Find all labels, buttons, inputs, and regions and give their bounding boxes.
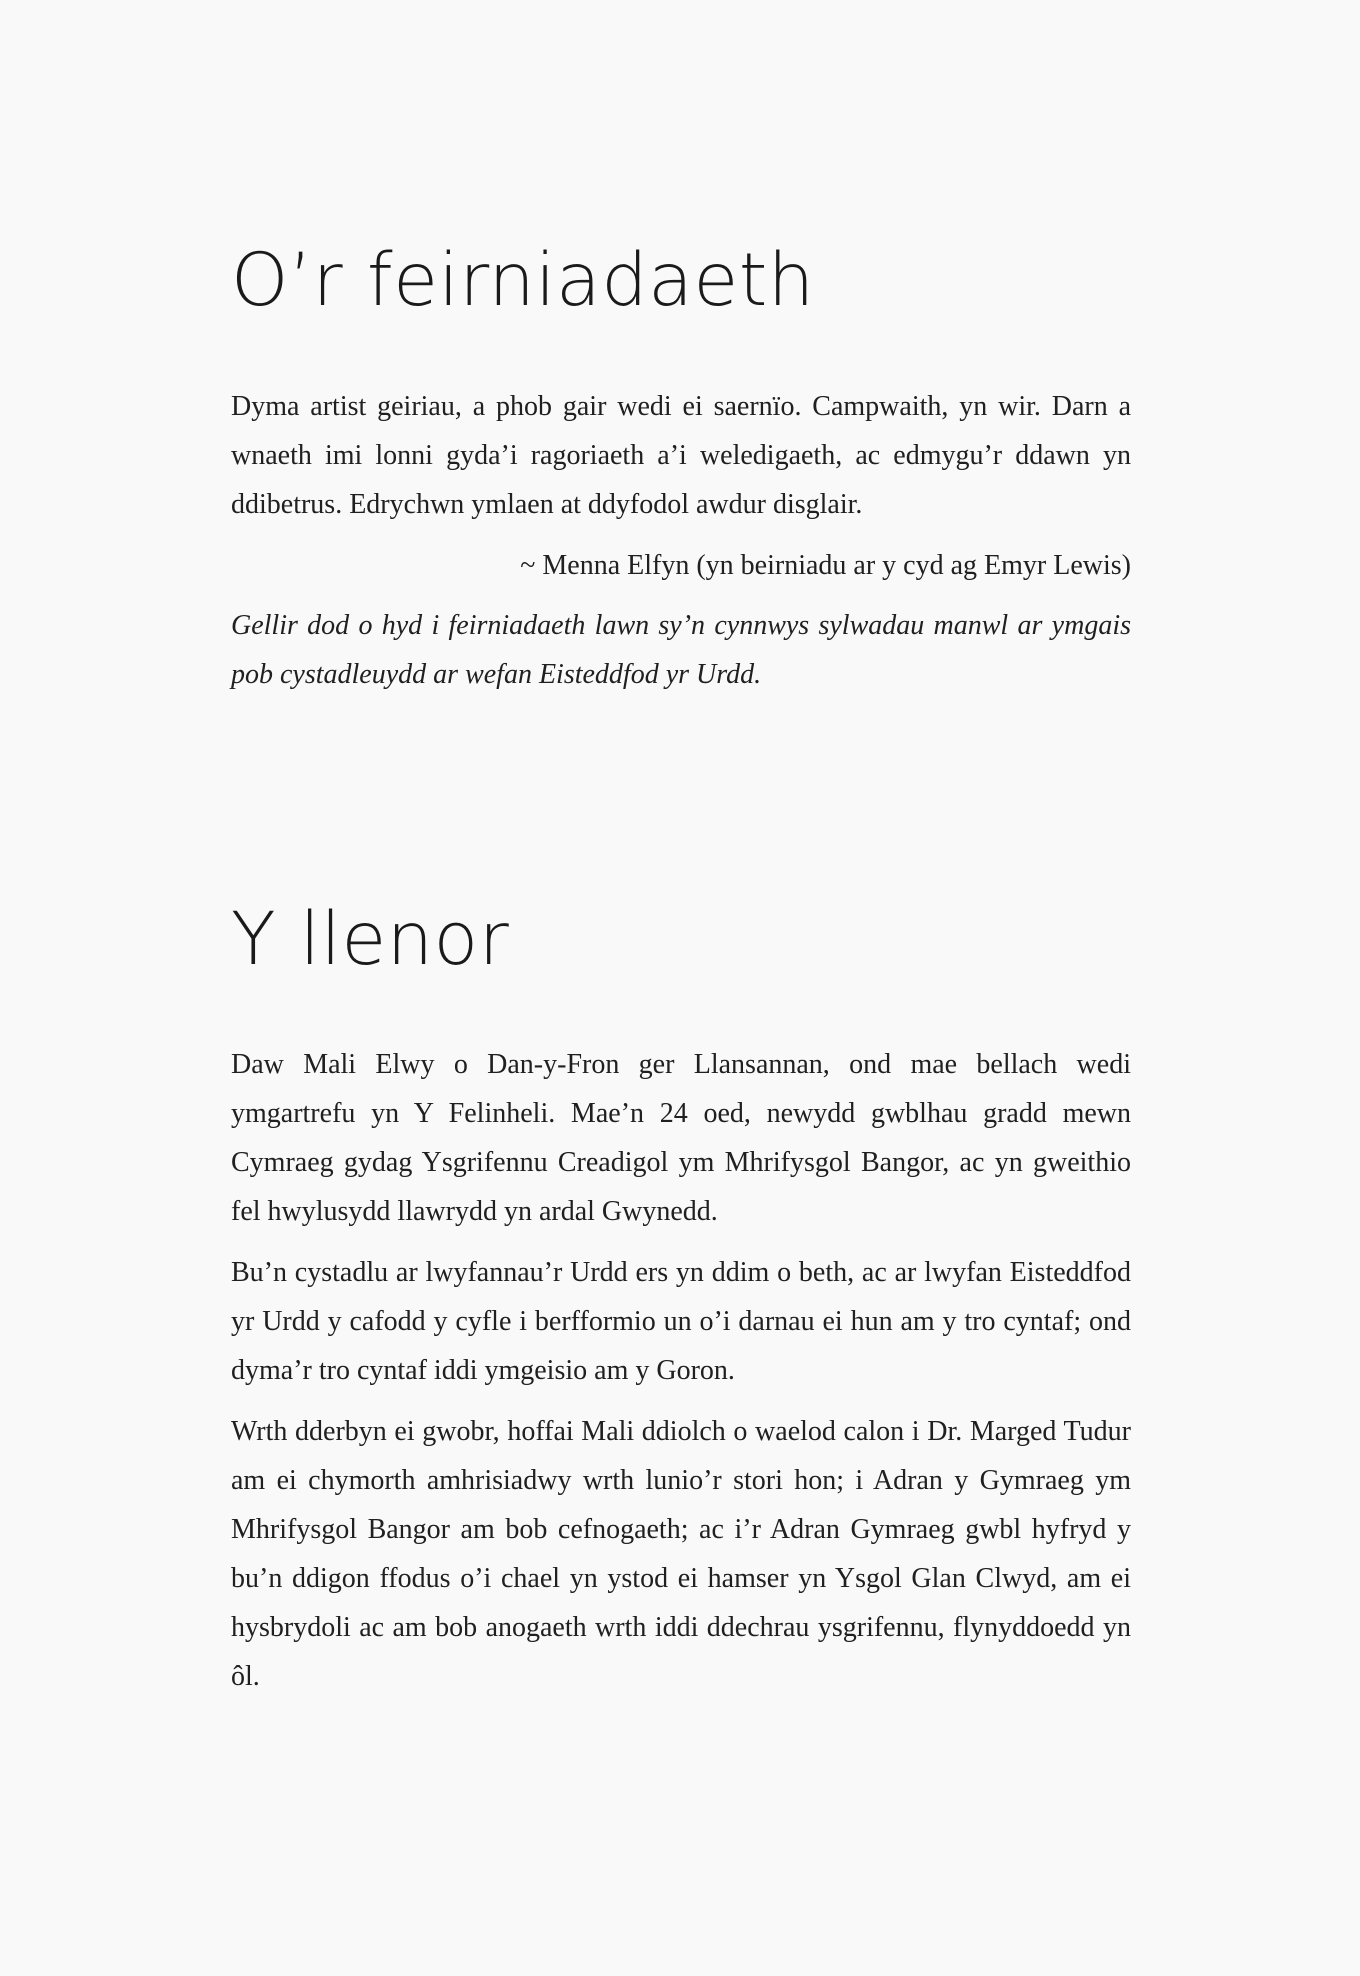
- author-section: [231, 1040, 1131, 1701]
- author-paragraph-3: Wrth dderbyn ei gwobr, hoffai Mali ddiolch o waelod calon i Dr. Marged Tudur am ei chymorth amhrisiadwy wrth lunio’r stori hon; i Adran y Gymraeg ym Mhrifysgol Bangor am bob cefnogaeth; ac i’r Adran Gymraeg gwbl hyfryd y bu’n ddigon ffodus o’i chael yn ystod ei hamser yn Ysgol Glan Clwyd, am ei hysbrydoli ac am bob anogaeth wrth iddi ddechrau ysgrifennu, flynyddoedd yn ôl.: [231, 1416, 1131, 1692]
- judging-attribution: ~ Menna Elfyn (yn beirniadu ar y cyd ag Emyr Lewis): [520, 550, 1131, 581]
- author-paragraph-1: Daw Mali Elwy o Dan-y-Fron ger Llansannan, ond mae bellach wedi ymgartrefu yn Y Felinheli. Mae’n 24 oed, newydd gwblhau gradd mewn Cymraeg gydag Ysgrifennu Creadigol ym Mhrifysgol Bangor, ac yn gweithio fel hwylusydd llawrydd yn ardal Gwynedd.: [231, 1049, 1131, 1227]
- judging-quote: Dyma artist geiriau, a phob gair wedi ei saernïo. Campwaith, yn wir. Darn a wnaeth imi lonni gyda’i ragoriaeth a’i weledigaeth, ac edmygu’r ddawn yn ddibetrus. Edrychwn ymlaen at ddyfodol awdur disglair.: [231, 391, 1131, 520]
- judging-section: [231, 382, 1131, 699]
- judging-note: Gellir dod o hyd i feirniadaeth lawn sy’n cynnwys sylwadau manwl ar ymgais pob cystadleuydd ar wefan Eisteddfod yr Urdd.: [231, 610, 1131, 690]
- judging-heading: O’r feirniadaeth: [231, 238, 815, 323]
- author-heading: Y llenor: [231, 897, 510, 982]
- author-paragraph-2: Bu’n cystadlu ar lwyfannau’r Urdd ers yn ddim o beth, ac ar lwyfan Eisteddfod yr Urdd y cafodd y cyfle i berfformio un o’i darnau ei hun am y tro cyntaf; ond dyma’r tro cyntaf iddi ymgeisio am y Goron.: [231, 1257, 1131, 1386]
